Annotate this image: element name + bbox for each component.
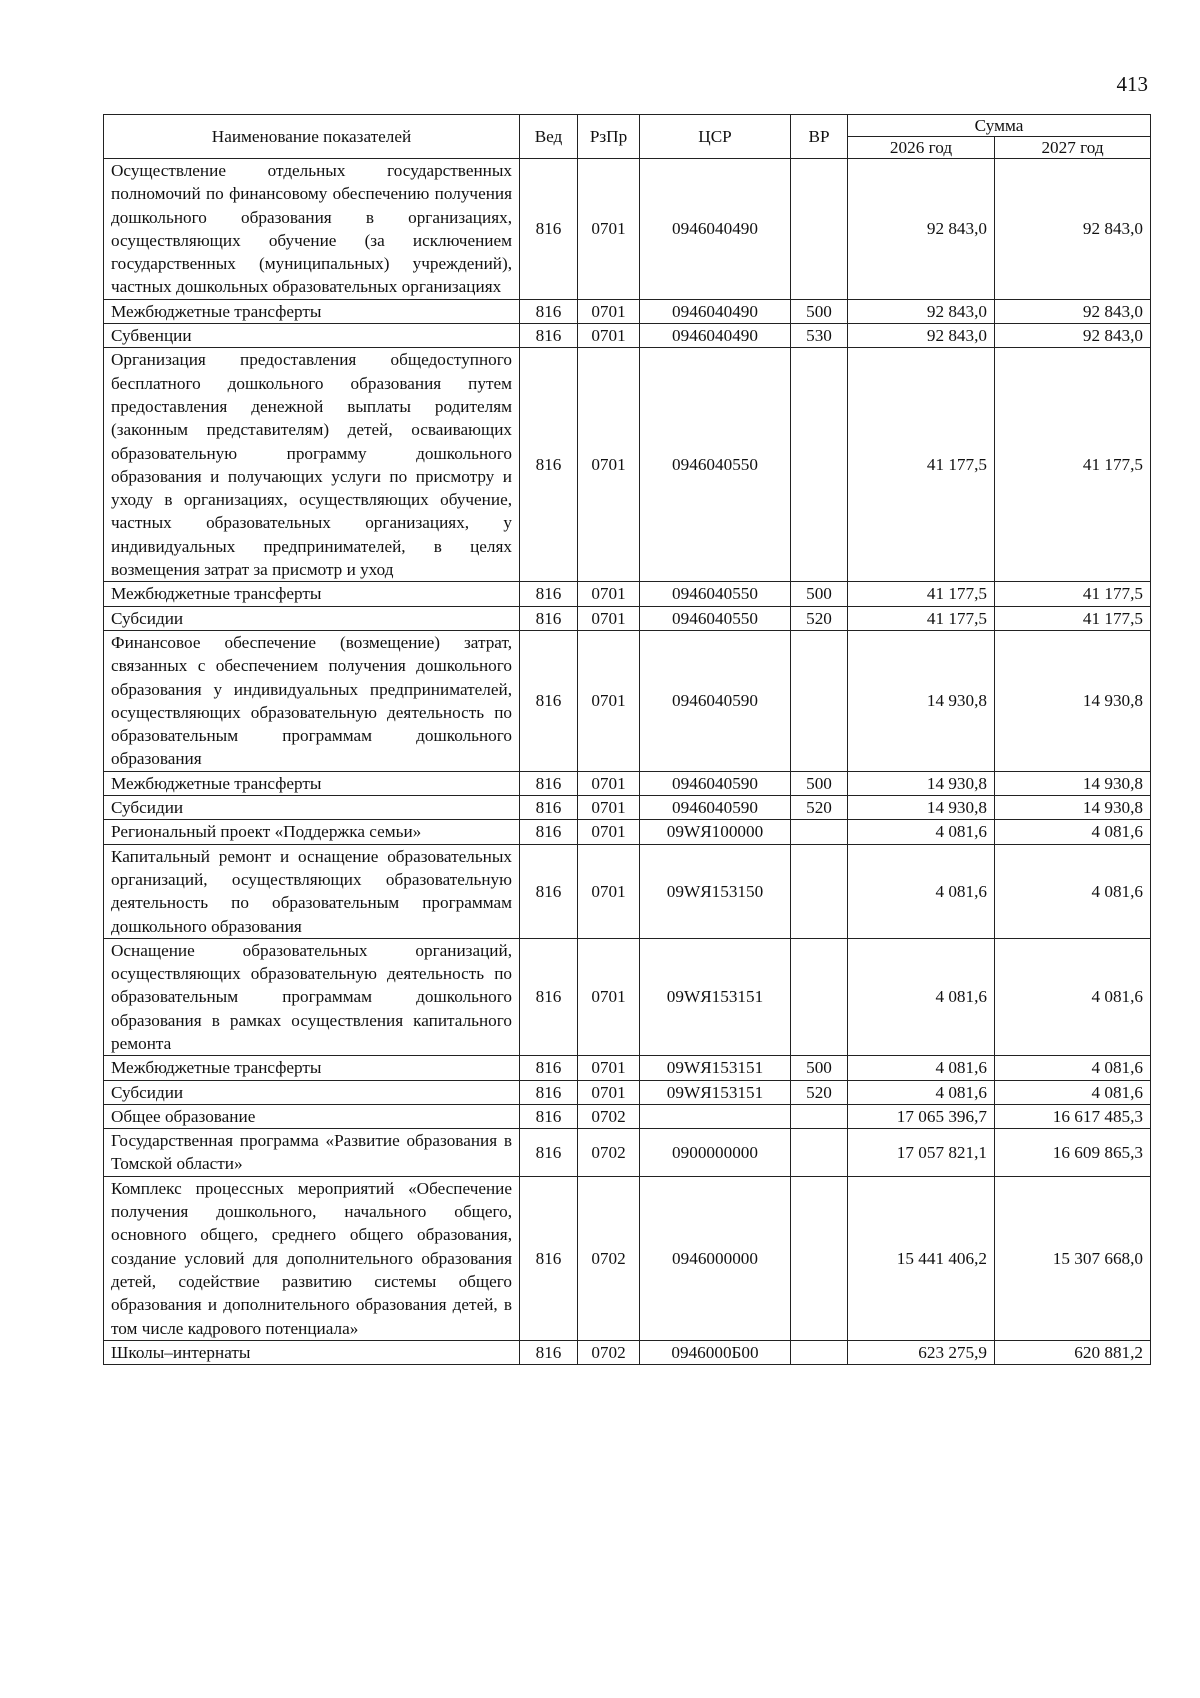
cell-name: Оснащение образовательных организаций, осуществляющих образовательную деятельность по образовательным программам дошкольного образования в рамках осуществления капитального ремонта	[104, 938, 520, 1055]
cell-csr: 0946000000	[640, 1176, 791, 1340]
cell-vr	[791, 630, 848, 771]
cell-rzpr: 0701	[578, 1080, 640, 1104]
cell-rzpr: 0701	[578, 820, 640, 844]
cell-sum-2027: 4 081,6	[995, 938, 1151, 1055]
cell-vr	[791, 1104, 848, 1128]
table-row	[104, 299, 1151, 323]
cell-sum-2026: 92 843,0	[848, 159, 995, 300]
cell-vr	[791, 1129, 848, 1177]
cell-rzpr: 0701	[578, 938, 640, 1055]
cell-ved: 816	[520, 348, 578, 582]
cell-name: Капитальный ремонт и оснащение образовательных организаций, осуществляющих образовательную деятельность по образовательным программам дошкольного образования	[104, 844, 520, 938]
header-rzpr: РзПр	[578, 115, 640, 159]
cell-sum-2027: 41 177,5	[995, 348, 1151, 582]
header-ved: Вед	[520, 115, 578, 159]
table-row	[104, 630, 1151, 771]
table-row	[104, 1080, 1151, 1104]
cell-ved: 816	[520, 324, 578, 348]
cell-csr: 0946040490	[640, 324, 791, 348]
cell-name: Осуществление отдельных государственных полномочий по финансовому обеспечению получения дошкольного образования в организациях, осуществляющих обучение (за исключением государственных (муниципальных) учреждений), частных дошкольных образовательных организациях	[104, 159, 520, 300]
cell-ved: 816	[520, 1104, 578, 1128]
cell-sum-2026: 4 081,6	[848, 938, 995, 1055]
cell-vr	[791, 348, 848, 582]
cell-vr: 520	[791, 796, 848, 820]
cell-vr	[791, 159, 848, 300]
cell-sum-2026: 15 441 406,2	[848, 1176, 995, 1340]
cell-sum-2027: 92 843,0	[995, 324, 1151, 348]
cell-ved: 816	[520, 1129, 578, 1177]
cell-rzpr: 0702	[578, 1129, 640, 1177]
cell-name: Общее образование	[104, 1104, 520, 1128]
cell-sum-2027: 4 081,6	[995, 1080, 1151, 1104]
table-row	[104, 1176, 1151, 1340]
cell-name: Региональный проект «Поддержка семьи»	[104, 820, 520, 844]
cell-csr: 0946000Б00	[640, 1340, 791, 1364]
cell-name: Организация предоставления общедоступного бесплатного дошкольного образования путем предоставления денежной выплаты родителям (законным представителям) детей, осваивающих образовательную программу дошкольного образования и получающих услуги по присмотру и уходу в организациях, осуществляющих обучение, частных образовательных организациях, у индивидуальных предпринимателей, в целях возмещения затрат за присмотр и уход	[104, 348, 520, 582]
cell-sum-2026: 14 930,8	[848, 630, 995, 771]
table-row	[104, 1129, 1151, 1177]
cell-sum-2027: 4 081,6	[995, 820, 1151, 844]
cell-rzpr: 0701	[578, 324, 640, 348]
cell-sum-2027: 16 609 865,3	[995, 1129, 1151, 1177]
header-vr: ВР	[791, 115, 848, 159]
cell-name: Межбюджетные трансферты	[104, 582, 520, 606]
cell-sum-2026: 17 065 396,7	[848, 1104, 995, 1128]
cell-csr: 0946040550	[640, 606, 791, 630]
cell-csr: 0946040590	[640, 796, 791, 820]
cell-rzpr: 0701	[578, 844, 640, 938]
cell-sum-2027: 15 307 668,0	[995, 1176, 1151, 1340]
cell-name: Субсидии	[104, 1080, 520, 1104]
cell-rzpr: 0701	[578, 796, 640, 820]
table-row	[104, 1104, 1151, 1128]
cell-ved: 816	[520, 844, 578, 938]
cell-csr: 09WЯ153151	[640, 1080, 791, 1104]
cell-rzpr: 0701	[578, 159, 640, 300]
cell-ved: 816	[520, 630, 578, 771]
cell-vr: 530	[791, 324, 848, 348]
table-body	[104, 159, 1151, 1365]
cell-ved: 816	[520, 938, 578, 1055]
cell-rzpr: 0701	[578, 348, 640, 582]
cell-ved: 816	[520, 606, 578, 630]
cell-sum-2027: 14 930,8	[995, 630, 1151, 771]
budget-table	[103, 114, 1151, 1365]
cell-sum-2026: 4 081,6	[848, 844, 995, 938]
table-row	[104, 159, 1151, 300]
cell-ved: 816	[520, 1080, 578, 1104]
table-header	[104, 115, 1151, 159]
cell-vr: 500	[791, 1056, 848, 1080]
header-sum: Сумма	[848, 115, 1151, 137]
cell-rzpr: 0702	[578, 1104, 640, 1128]
cell-csr: 0946040590	[640, 630, 791, 771]
table-row	[104, 1340, 1151, 1364]
cell-vr: 500	[791, 771, 848, 795]
table-row	[104, 324, 1151, 348]
table-row	[104, 796, 1151, 820]
cell-sum-2026: 623 275,9	[848, 1340, 995, 1364]
table-row	[104, 582, 1151, 606]
cell-sum-2026: 14 930,8	[848, 771, 995, 795]
cell-rzpr: 0701	[578, 771, 640, 795]
cell-ved: 816	[520, 820, 578, 844]
cell-sum-2026: 41 177,5	[848, 606, 995, 630]
table-row	[104, 606, 1151, 630]
cell-rzpr: 0701	[578, 1056, 640, 1080]
cell-sum-2026: 4 081,6	[848, 1080, 995, 1104]
table-row	[104, 771, 1151, 795]
cell-ved: 816	[520, 299, 578, 323]
table-row	[104, 820, 1151, 844]
cell-name: Субвенции	[104, 324, 520, 348]
cell-ved: 816	[520, 1176, 578, 1340]
cell-sum-2027: 4 081,6	[995, 1056, 1151, 1080]
cell-ved: 816	[520, 1056, 578, 1080]
cell-sum-2027: 92 843,0	[995, 159, 1151, 300]
cell-sum-2026: 92 843,0	[848, 299, 995, 323]
cell-rzpr: 0702	[578, 1340, 640, 1364]
header-csr: ЦСР	[640, 115, 791, 159]
cell-vr: 520	[791, 1080, 848, 1104]
cell-vr	[791, 1176, 848, 1340]
cell-name: Финансовое обеспечение (возмещение) затрат, связанных с обеспечением получения дошкольного образования у индивидуальных предпринимателей, осуществляющих образовательную деятельность по образовательным программам дошкольного образования	[104, 630, 520, 771]
cell-rzpr: 0701	[578, 606, 640, 630]
cell-csr: 0946040490	[640, 299, 791, 323]
cell-sum-2027: 41 177,5	[995, 606, 1151, 630]
cell-name: Комплекс процессных мероприятий «Обеспечение получения дошкольного, начального общего, основного общего, среднего общего образования, создание условий для дополнительного образования детей, содействие развитию системы общего образования и дополнительного образования детей, в том числе кадрового потенциала»	[104, 1176, 520, 1340]
table-row	[104, 348, 1151, 582]
cell-vr: 500	[791, 299, 848, 323]
cell-csr: 0946040490	[640, 159, 791, 300]
table-row	[104, 938, 1151, 1055]
cell-ved: 816	[520, 582, 578, 606]
cell-sum-2027: 16 617 485,3	[995, 1104, 1151, 1128]
table-row	[104, 844, 1151, 938]
cell-sum-2026: 4 081,6	[848, 820, 995, 844]
cell-csr: 0900000000	[640, 1129, 791, 1177]
cell-vr	[791, 1340, 848, 1364]
cell-sum-2027: 14 930,8	[995, 771, 1151, 795]
cell-ved: 816	[520, 1340, 578, 1364]
header-year-2026: 2026 год	[848, 137, 995, 159]
cell-vr	[791, 938, 848, 1055]
cell-csr: 09WЯ153151	[640, 1056, 791, 1080]
cell-ved: 816	[520, 159, 578, 300]
cell-csr: 09WЯ100000	[640, 820, 791, 844]
cell-name: Межбюджетные трансферты	[104, 1056, 520, 1080]
header-year-2027: 2027 год	[995, 137, 1151, 159]
cell-sum-2026: 41 177,5	[848, 582, 995, 606]
cell-vr	[791, 844, 848, 938]
cell-name: Государственная программа «Развитие образования в Томской области»	[104, 1129, 520, 1177]
cell-sum-2026: 14 930,8	[848, 796, 995, 820]
cell-vr: 520	[791, 606, 848, 630]
cell-sum-2026: 41 177,5	[848, 348, 995, 582]
cell-csr: 0946040590	[640, 771, 791, 795]
cell-sum-2027: 41 177,5	[995, 582, 1151, 606]
cell-rzpr: 0702	[578, 1176, 640, 1340]
cell-vr	[791, 820, 848, 844]
table-row	[104, 1056, 1151, 1080]
cell-rzpr: 0701	[578, 582, 640, 606]
cell-csr: 09WЯ153150	[640, 844, 791, 938]
cell-csr: 0946040550	[640, 582, 791, 606]
cell-name: Субсидии	[104, 796, 520, 820]
cell-sum-2027: 92 843,0	[995, 299, 1151, 323]
cell-vr: 500	[791, 582, 848, 606]
cell-sum-2027: 4 081,6	[995, 844, 1151, 938]
cell-ved: 816	[520, 771, 578, 795]
cell-sum-2026: 4 081,6	[848, 1056, 995, 1080]
header-name: Наименование показателей	[104, 115, 520, 159]
cell-name: Межбюджетные трансферты	[104, 771, 520, 795]
cell-sum-2026: 17 057 821,1	[848, 1129, 995, 1177]
cell-ved: 816	[520, 796, 578, 820]
cell-rzpr: 0701	[578, 299, 640, 323]
cell-name: Субсидии	[104, 606, 520, 630]
cell-name: Школы–интернаты	[104, 1340, 520, 1364]
cell-csr: 0946040550	[640, 348, 791, 582]
cell-sum-2026: 92 843,0	[848, 324, 995, 348]
page-number: 413	[1116, 72, 1148, 96]
cell-rzpr: 0701	[578, 630, 640, 771]
cell-csr	[640, 1104, 791, 1128]
cell-csr: 09WЯ153151	[640, 938, 791, 1055]
cell-name: Межбюджетные трансферты	[104, 299, 520, 323]
cell-sum-2027: 620 881,2	[995, 1340, 1151, 1364]
cell-sum-2027: 14 930,8	[995, 796, 1151, 820]
